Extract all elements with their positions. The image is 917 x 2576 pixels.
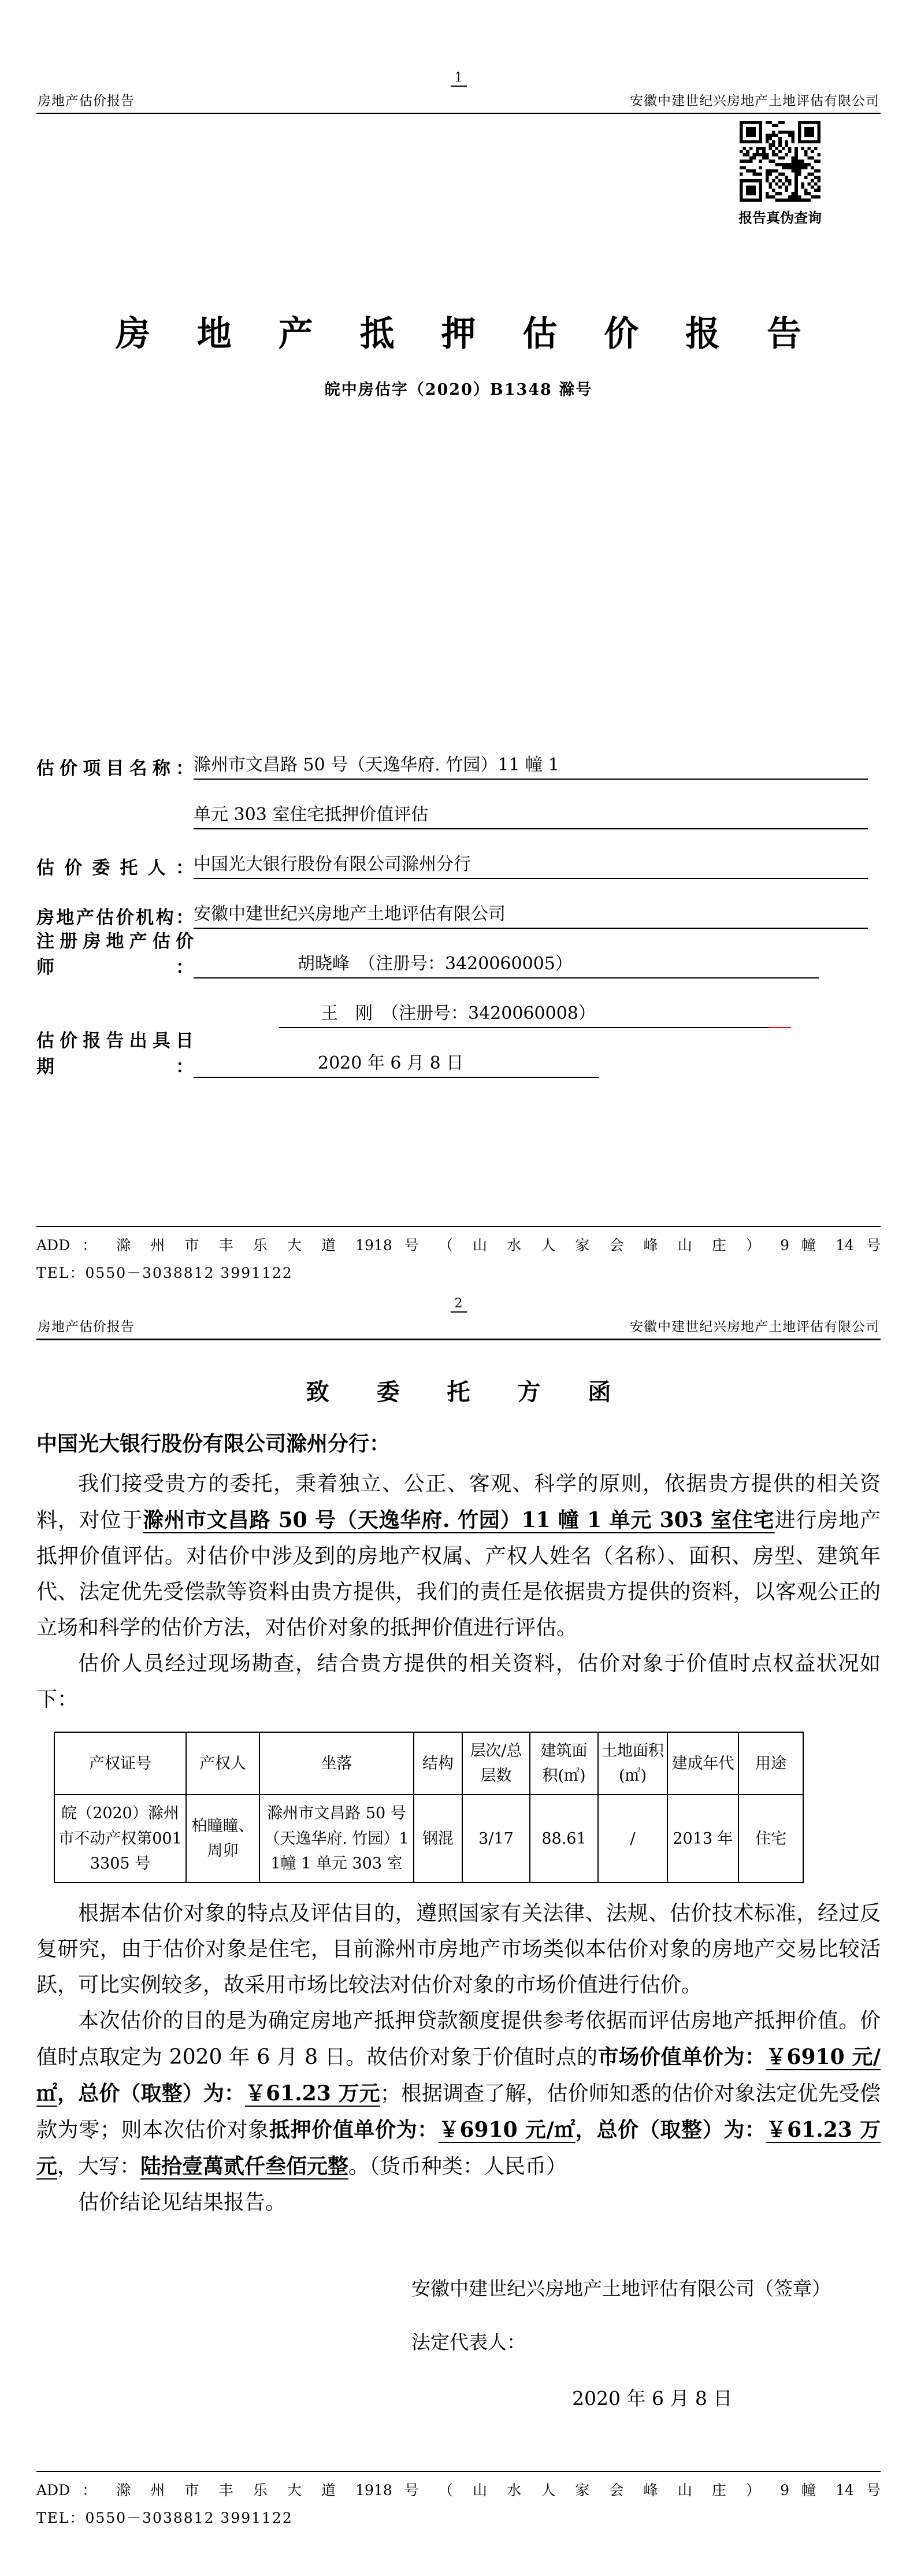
closing-company: 安徽中建世纪兴房地产土地评估有限公司（签章） (411, 2277, 831, 2300)
page2-number: 2 (451, 1296, 467, 1313)
red-underline-mark (769, 1010, 791, 1028)
page2-footer (36, 2471, 881, 2527)
text-segment: ；根据调查了解，估价师知悉的估价对象法定优先受偿款为零；则本次估价对象 (36, 2081, 881, 2142)
text-segment: 估价人员经过现场勘查，结合贵方提供的相关资料，估价对象于价值时点权益状况如下： (36, 1652, 881, 1711)
table-cell: 住宅 (738, 1795, 803, 1882)
text-segment: 市场价值单价为： (597, 2044, 766, 2069)
footer-tel: TEL：0550－3038812 3991122 (36, 2509, 293, 2526)
table-cell: 滁州市文昌路 50 号（天逸华府. 竹园）11幢 1 单元 303 室 (259, 1795, 414, 1882)
field-project-name-cont (36, 803, 881, 829)
table-cell: 产权人 (186, 1732, 259, 1795)
page2-header (36, 1296, 881, 1340)
table-cell: 层次/总层数 (462, 1732, 530, 1795)
appraisal-report-document (0, 71, 917, 2576)
text-segment: ￥61.23 万元 (245, 2081, 380, 2106)
qr-code-icon (740, 121, 821, 202)
field-agency (36, 902, 881, 929)
field-issue-date (36, 1031, 881, 1078)
field-client-value: 中国光大银行股份有限公司滁州分行 (194, 850, 868, 879)
field-project-value-line2: 单元 303 室住宅抵押价值评估 (194, 800, 868, 829)
field-appraiser-2 (36, 1002, 881, 1028)
table-header-row (54, 1732, 803, 1795)
field-agency-value: 安徽中建世纪兴房地产土地评估有限公司 (194, 899, 868, 929)
table-cell: 2013 年 (667, 1795, 738, 1882)
closing-block (411, 2274, 917, 2411)
table-cell: 土地面积(㎡) (598, 1732, 667, 1795)
text-segment: ， (575, 2117, 597, 2142)
text-segment: 进行房地产抵押价值评估。对估价中涉及到的房地产权属、产权人姓名（名称）、面积、房型、建筑年代、法定优先受偿款等资料由贵方提供，我们的责任是依据贵方提供的资料，以客观公正的立场和科学的估价方法，对估价对象的抵押价值进行评估。 (36, 1508, 881, 1640)
field-appraiser-label: 注册房地产估价师： (36, 931, 194, 978)
page2-header-company: 安徽中建世纪兴房地产土地评估有限公司 (630, 1319, 879, 1335)
text-segment: ￥6910 元/㎡ (438, 2117, 576, 2142)
closing-date: 2020 年 6 月 8 日 (572, 2386, 733, 2410)
table-cell: 钢混 (414, 1795, 462, 1882)
field-appraiser-1 (36, 931, 881, 978)
text-segment: 估价结论见结果报告。 (78, 2190, 287, 2214)
qr-block (731, 121, 829, 227)
text-segment: 总价（取整）为： (78, 2081, 246, 2106)
letter-paragraph (36, 1466, 881, 1646)
field-issue-date-label: 估价报告出具日期： (36, 1031, 194, 1077)
footer-address: ADD ： 滁 州 市 丰 乐 大 道 1918 号 （ 山 水 人 家 会 峰 山 庄 ） 9 幢 14 号 (36, 2481, 881, 2499)
page1-number: 1 (451, 71, 467, 87)
cover-fields (36, 753, 881, 1078)
table-cell: 柏瞳瞳、周卯 (186, 1795, 259, 1882)
page1-header-company: 安徽中建世纪兴房地产土地评估有限公司 (630, 94, 879, 109)
report-number: 皖中房估字（2020）B1348 滁号 (324, 381, 593, 399)
text-segment: 抵押价值单价为： (269, 2117, 439, 2142)
text-segment: 滁州市文昌路 50 号（天逸华府. 竹园）11 幢 1 单元 303 室住宅 (143, 1508, 775, 1532)
table-cell: 建筑面积(㎡) (530, 1732, 598, 1795)
text-segment: ，大写： (57, 2154, 141, 2178)
text-segment: 。（货币种类：人民币） (348, 2154, 567, 2178)
field-issue-date-value: 2020 年 6 月 8 日 (194, 1048, 599, 1078)
footer-address: ADD ： 滁 州 市 丰 乐 大 道 1918 号 （ 山 水 人 家 会 峰 山 庄 ） 9 幢 14 号 (36, 1237, 881, 1254)
property-table (54, 1732, 804, 1883)
field-client (36, 853, 881, 879)
letter-paragraph (36, 2003, 881, 2185)
footer-tel: TEL：0550－3038812 3991122 (36, 1265, 293, 1281)
legal-rep-label: 法定代表人： (411, 2330, 526, 2353)
text-segment: 本次估价的目的是为确定房地产抵押贷款额度提供参考依据而评估房地产抵押价值。价值时点取定为 2020 年 6 月 8 日。故估价对象于价值时点的 (36, 2008, 881, 2069)
letter-title: 致 委 托 方 函 (306, 1378, 631, 1406)
field-appraiser1-value: 胡晓峰 （注册号：3420060005） (194, 949, 819, 978)
text-segment: ， (57, 2081, 79, 2106)
letter-body (36, 1466, 881, 2221)
table-data-row (54, 1795, 803, 1882)
letter-paragraph (36, 1896, 881, 2003)
table-cell: 皖（2020）滁州市不动产权第0013305 号 (54, 1795, 186, 1882)
field-project-name (36, 753, 881, 780)
letter-paragraph (36, 2185, 881, 2221)
page1-header (36, 71, 881, 114)
qr-caption: 报告真伪查询 (738, 209, 822, 226)
text-segment: 陆拾壹萬贰仟叁佰元整 (140, 2154, 349, 2178)
page1-footer (36, 1226, 881, 1283)
table-cell: 3/17 (462, 1795, 530, 1882)
field-appraiser2-value: 王 刚 （注册号：3420060008） (279, 999, 769, 1028)
field-agency-label: 房地产估价机构： (36, 907, 194, 928)
page1-header-left: 房地产估价报告 (38, 94, 135, 109)
table-cell: 建成年代 (667, 1732, 738, 1795)
table-cell: 产权证号 (54, 1732, 186, 1795)
field-client-label: 估价委托人： (36, 858, 194, 879)
page2-header-left: 房地产估价报告 (38, 1319, 135, 1335)
text-segment: 总价（取整）为： (596, 2117, 766, 2142)
text-segment: 我们接受贵方的委托，秉着独立、公正、客观、科学的原则，依据贵方提供的相关资料，对位于 (36, 1472, 881, 1532)
text-segment: ￥6910 元/㎡ (36, 2044, 881, 2106)
field-project-label: 估价项目名称： (36, 758, 194, 779)
letter-paragraph (36, 1646, 881, 1718)
table-cell: 88.61 (530, 1795, 598, 1882)
table-cell: 用途 (738, 1732, 803, 1795)
report-title: 房 地 产 抵 押 估 价 报 告 (115, 314, 819, 354)
letter-salutation: 中国光大银行股份有限公司滁州分行： (36, 1432, 391, 1456)
text-segment: 根据本估价对象的特点及评估目的，遵照国家有关法律、法规、估价技术标准，经过反复研究，由于估价对象是住宅，目前滁州市房地产市场类似本估价对象的房地产交易比较活跃，可比实例较多，故采用市场比较法对估价对象的市场价值进行估价。 (36, 1901, 881, 1997)
field-project-value-line1: 滁州市文昌路 50 号（天逸华府. 竹园）11 幢 1 (194, 750, 868, 780)
table-cell: 结构 (414, 1732, 462, 1795)
text-segment: ￥61.23 万元 (36, 2117, 881, 2178)
table-cell: / (598, 1795, 667, 1882)
table-cell: 坐落 (259, 1732, 414, 1795)
